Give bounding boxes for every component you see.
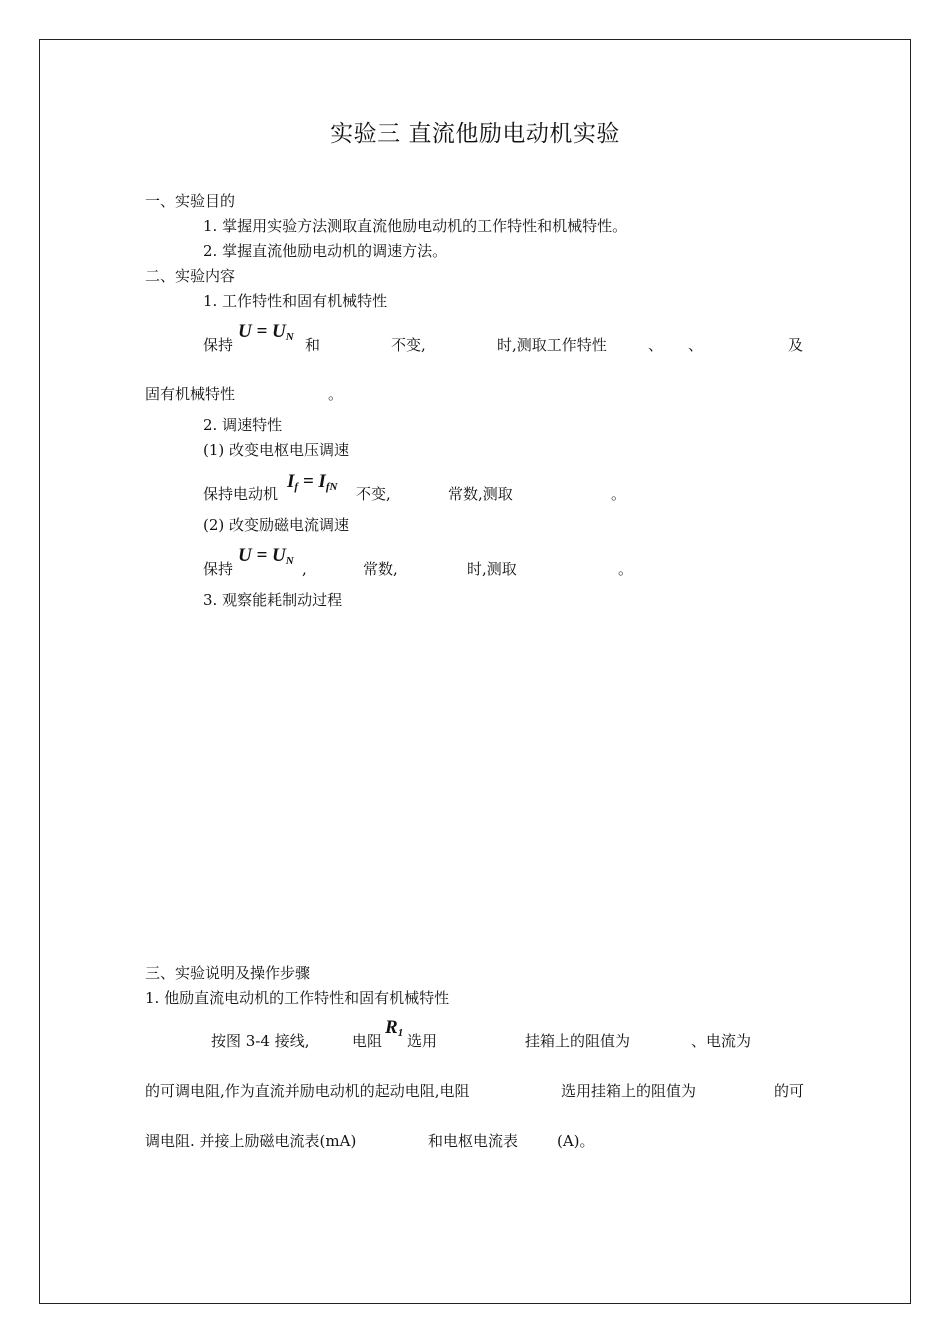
content-sub-2b: (2) 改变励磁电流调速 [203, 516, 350, 534]
line1-period: 。 [328, 385, 344, 403]
p2-can: 的可 [774, 1082, 805, 1100]
line1-mech-char: 固有机械特性 [145, 385, 236, 403]
line3-measure: 时,测取 [467, 560, 517, 578]
section-heading-contents: 二、实验内容 [145, 267, 236, 285]
steps-sub-1: 1. 他励直流电动机的工作特性和固有机械特性 [145, 989, 450, 1007]
line2-unchanged: 不变, [356, 485, 391, 503]
p1-resistor: 电阻 [352, 1032, 383, 1050]
line2-period: 。 [611, 485, 627, 503]
formula-u-equals-un-2: $U = U_N$ [238, 545, 294, 567]
formula-r1: $R_1$ [385, 1017, 404, 1039]
line1-sep-2: 、 [688, 336, 704, 354]
p2-adjustable-resistor: 的可调电阻,作为直流并励电动机的起动电阻,电阻 [145, 1082, 470, 1100]
page-title: 实验三 直流他励电动机实验 [330, 121, 620, 147]
p3-armature-ammeter: 和电枢电流表 [428, 1132, 519, 1150]
line3-period: 。 [618, 560, 634, 578]
line2-const-measure: 常数,测取 [448, 485, 513, 503]
line3-comma: , [302, 560, 307, 578]
section-heading-steps: 三、实验说明及操作步骤 [145, 964, 311, 982]
p1-resistance-value: 挂箱上的阻值为 [525, 1032, 631, 1050]
p1-select: 选用 [407, 1032, 438, 1050]
content-sub-1: 1. 工作特性和固有机械特性 [203, 292, 388, 310]
formula-if-equals-ifn: $I_f = I_{fN}$ [287, 471, 338, 493]
line1-sep-1: 、 [648, 336, 664, 354]
line2-keep-motor: 保持电动机 [203, 485, 279, 503]
line3-keep: 保持 [203, 560, 234, 578]
p3-field-ammeter: 调电阻. 并接上励磁电流表(mA) [145, 1132, 357, 1150]
line1-unchanged: 不变, [391, 336, 426, 354]
content-sub-2: 2. 调速特性 [203, 416, 283, 434]
p2-select-value: 选用挂箱上的阻值为 [561, 1082, 697, 1100]
line1-measure-work: 时,测取工作特性 [497, 336, 607, 354]
formula-u-equals-un: $U = U_N$ [238, 321, 294, 343]
line3-const: 常数, [363, 560, 398, 578]
objective-item-1: 1. 掌握用实验方法测取直流他励电动机的工作特性和机械特性。 [203, 217, 628, 235]
p1-current: 、电流为 [691, 1032, 752, 1050]
p3-ampere: (A)。 [557, 1132, 595, 1150]
objective-item-2: 2. 掌握直流他励电动机的调速方法。 [203, 242, 448, 260]
content-sub-3: 3. 观察能耗制动过程 [203, 591, 343, 609]
line1-keep: 保持 [203, 336, 234, 354]
section-heading-objectives: 一、实验目的 [145, 192, 236, 210]
p1-wiring: 按图 3-4 接线, [211, 1032, 310, 1050]
line1-and-2: 及 [788, 336, 804, 354]
line1-and: 和 [305, 336, 321, 354]
content-sub-2a: (1) 改变电枢电压调速 [203, 441, 350, 459]
